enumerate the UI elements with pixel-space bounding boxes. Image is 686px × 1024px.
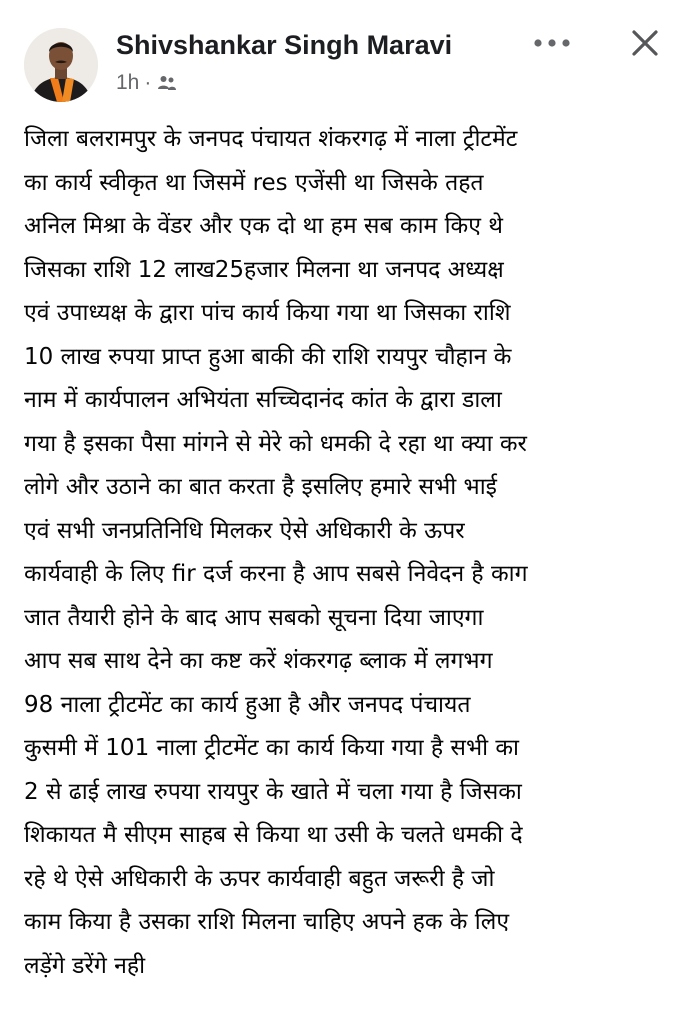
avatar[interactable] [24,28,98,102]
post-text-line: जिला बलरामपुर के जनपद पंचायत शंकरगढ़ में नाला ट्रीटमेंट [24,126,518,152]
post-text-line: काम किया है उसका राशि मिलना चाहिए अपने हक के लिए [24,909,510,935]
close-button[interactable] [622,20,668,66]
post-text-line: शिकायत मै सीएम साहब से किया था उसी के चलते धमकी दे [24,822,523,848]
post-text-line: 2 से ढाई लाख रुपया रायपुर के खाते में चला गया है जिसका [24,778,522,805]
post-text-line: 10 लाख रुपया प्राप्त हुआ बाकी की राशि रायपुर चौहान के [24,343,512,370]
post-text-line: अनिल मिश्रा के वेंडर और एक दो था हम सब काम किए थे [24,213,503,239]
post-text-line: आप सब साथ देने का कष्ट करें शंकरगढ़ ब्लाक में लगभग [24,648,493,674]
post-text-line: नाम में कार्यपालन अभियंता सच्चिदानंद कांत के द्वारा डाला [24,387,502,413]
post-text-line: जात तैयारी होने के बाद आप सबको सूचना दिया जाएगा [24,604,484,631]
post-text-line: कार्यवाही के लिए fir दर्ज करना है आप सबसे निवेदन है काग [24,561,528,587]
avatar-image [24,28,98,102]
post-text-line: लड़ेंगे डरेंगे नही [24,952,146,979]
author-name[interactable]: Shivshankar Singh Maravi [116,30,453,60]
post-text-line: कुसमी में 101 नाला ट्रीटमेंट का कार्य किया गया है सभी का [24,735,520,761]
post-meta [116,70,177,96]
post-text [24,118,674,988]
close-icon [630,28,660,58]
more-horizontal-icon [530,38,574,48]
post-time[interactable]: 1h [116,71,140,94]
post-header [0,0,686,110]
friends-icon[interactable] [157,74,177,92]
post-text-line: जिसका राशि 12 लाख25हजार मिलना था जनपद अध्यक्ष [24,256,504,283]
post-text-line: एवं सभी जनप्रतिनिधि मिलकर ऐसे अधिकारी के ऊपर [24,517,465,544]
post-text-line: रहे थे ऐसे अधिकारी के ऊपर कार्यवाही बहुत जरूरी है जो [24,865,495,892]
post-text-line: एवं उपाध्यक्ष के द्वारा पांच कार्य किया गया था जिसका राशि [24,300,511,326]
post-text-line: 98 नाला ट्रीटमेंट का कार्य हुआ है और जनपद पंचायत [24,691,471,718]
post-text-line: लोगे और उठाने का बात करता है इसलिए हमारे सभी भाई [24,474,497,500]
post-text-line: का कार्य स्वीकृत था जिसमें res एजेंसी था जिसके तहत [24,169,484,196]
post-text-line: गया है इसका पैसा मांगने से मेरे को धमकी दे रहा था क्या कर [24,430,527,457]
more-options-button[interactable] [526,26,578,60]
meta-separator: · [144,71,152,94]
